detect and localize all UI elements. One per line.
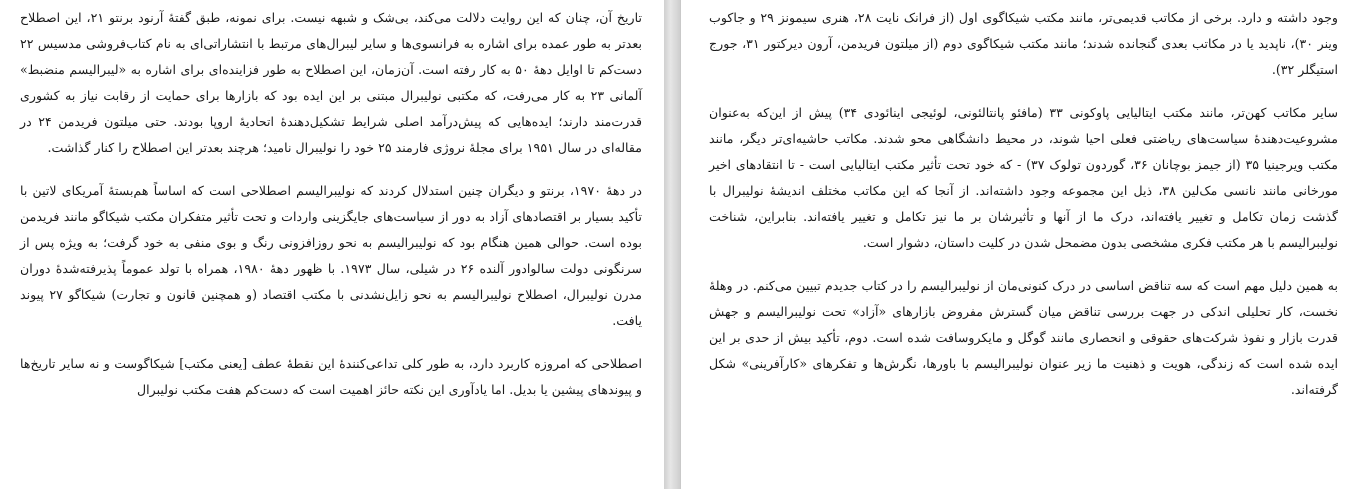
page-gutter — [664, 0, 680, 489]
left-page — [0, 0, 664, 489]
right-page — [680, 0, 1360, 489]
paragraph: سایر مکاتب کهن‌تر، مانند مکتب ایتالیایی پاوکونی ۳۳ (مافئو پانتالئونی، لوئیجی اینائودی ۳۴) پیش از این‌که به‌عنوان مشروعیت‌دهندهٔ سیاست‌های ریاضتی فعلی احیا شوند، در محیط دانشگاهی محو شدند. مکاتب حاشیه‌ای‌تر دیگر، مانند مکتب ویرجینیا ۳۵ (از جیمز بوچانان ۳۶، گوردون تولوک ۳۷) - که خود تحت تأثیر مکتب ایتالیایی است - تا انتقادهای اخیر مورخانی مانند نانسی مک‌لین ۳۸، ذیل این مجموعه وجود داشته‌اند. از آنجا که این مکاتب مختلف اندیشهٔ نولیبرال با گذشت زمان تکامل و تغییر یافته‌اند، درک ما از آنها و تأثیرشان بر ما نیز تکامل و تغییر یافته‌اند. بنابراین، شناخت نولیبرالیسم با هر مکتب فکری مشخصی بدون مضمحل شدن در کلیت داستان، دشوار است. — [709, 105, 1338, 250]
paragraph: اصطلاحی که امروزه کاربرد دارد، به طور کلی تداعی‌کنندهٔ این نقطهٔ عطف [یعنی مکتب] شیکاگوست و نه سایر تاریخ‌ها و پیوندهای پیشین یا بدیل. اما یادآوری این نکته حائز اهمیت است که دست‌کم هفت مکتب نولیبرال — [20, 356, 642, 397]
paragraph: در دههٔ ۱۹۷۰، برنتو و دیگران چنین استدلال کردند که نولیبرالیسم اصطلاحی است که اساساً هم‌بستهٔ آمریکای لاتین با تأکید بسیار بر اقتصادهای آزاد به دور از سیاست‌های جایگزینی واردات و تحت تأثیر متفکران مکتب شیکاگو مانند فریدمن بوده است. حوالی همین هنگام بود که نولیبرالیسم به نحو روزافزونی رنگ و بوی منفی به خود گرفت؛ به ویژه پس از سرنگونی دولت سالوادور آلنده ۲۶ در شیلی، سال ۱۹۷۳. با ظهور دههٔ ۱۹۸۰، همراه با تولد عموماً پذیرفته‌شدهٔ دوران مدرن نولیبرال، اصطلاح نولیبرالیسم به نحو زایل‌نشدنی با مکتب اقتصاد (و همچنین قانون و تجارت) شیکاگو ۲۷ پیوند یافت. — [20, 183, 642, 328]
paragraph: به همین دلیل مهم است که سه تناقض اساسی در درک کنونی‌مان از نولیبرالیسم را در کتاب جدیدم تبیین می‌کنم. در وهلهٔ نخست، کار تحلیلی اندکی در جهت بررسی تناقض میان گسترش مفروض بازارهای «آزاد» تحت نولیبرالیسم و جهش قدرت بازار و نفوذ شرکت‌های حقوقی و انحصاری مانند گوگل و مایکروسافت شده است. دوم، تأکید بیش از حدی بر این ایده شده است که زندگی، هویت و ذهنیت ما زیر عنوان نولیبرالیسم با باورها، نگرش‌ها و تفکرهای «کارآفرینی» شکل گرفته‌اند. — [709, 278, 1338, 397]
paragraph: تاریخ آن، چنان که این روایت دلالت می‌کند، بی‌شک و شبهه نیست. برای نمونه، طبق گفتهٔ آرنود برنتو ۲۱، این اصطلاح بعدتر به طور عمده برای اشاره به فرانسوی‌ها و سایر لیبرال‌های مرتبط با انتشاراتی‌ای به نام کتاب‌فروشی مدسیس ۲۲ دست‌کم تا اوایل دههٔ ۵۰ به کار رفته است. آن‌زمان، این اصطلاح به طور فزاینده‌ای برای اشاره به «لیبرالیسم منضبط» آلمانی ۲۳ به کار می‌رفت، که مکتبی نولیبرال مبتنی بر این ایده بود که بازارها برای حمایت از رقابت نیاز به کشوری قدرت‌مند دارند؛ ایده‌هایی که پیش‌درآمد اصلی شرایط تشکیل‌دهندهٔ اتحادیهٔ اروپا بودند. حتی میلتون فریدمن ۲۴ در مقاله‌ای در سال ۱۹۵۱ برای مجلهٔ نروژی فارمند ۲۵ خود را نولیبرال نامید؛ هرچند بعدتر این اصطلاح را کنار گذاشت. — [20, 10, 643, 155]
paragraph: وجود داشته و دارد. برخی از مکاتب قدیمی‌تر، مانند مکتب شیکاگوی اول (از فرانک نایت ۲۸، هنری سیمونز ۲۹ و جاکوب وینر ۳۰)، ناپدید یا در مکاتب بعدی گنجانده شدند؛ مانند مکتب شیکاگوی دوم (از میلتون فریدمن، آرون دیرکتور ۳۱، جورج استیگلر ۳۲). — [709, 10, 1339, 77]
